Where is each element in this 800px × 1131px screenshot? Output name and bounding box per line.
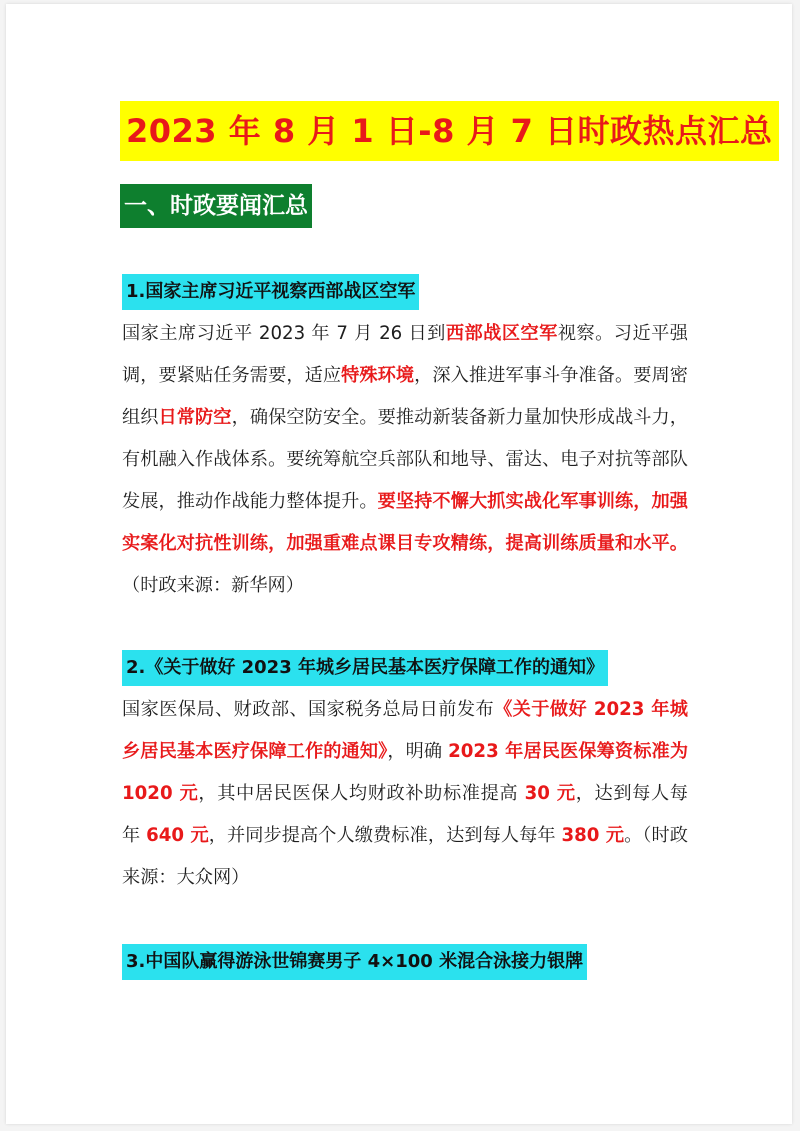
emphasis-text: 特殊环境: [341, 365, 415, 386]
body-text: ，并同步提高个人缴费标准，达到每人每年: [208, 825, 562, 846]
item-heading-1: 1.国家主席习近平视察西部战区空军: [122, 274, 419, 310]
page-title: 2023 年 8 月 1 日-8 月 7 日时政热点汇总: [120, 101, 779, 161]
item-heading-2: 2.《关于做好 2023 年城乡居民基本医疗保障工作的通知》: [122, 650, 608, 686]
title-block: [120, 101, 779, 161]
body-text: ，深入推进军事斗争准备。要周密组织: [122, 365, 688, 428]
emphasis-text: 30 元: [524, 783, 576, 804]
emphasis-text: 西部战区空军: [445, 323, 558, 344]
body-text: 视察。习近平强调，要紧贴任务需要，适应: [122, 323, 688, 386]
document-page: [6, 4, 792, 1124]
body-text: 。（时政来源：大众网）: [122, 825, 688, 888]
emphasis-text: 380 元: [561, 825, 625, 846]
body-text: （时政来源：新华网）: [122, 575, 304, 596]
section-header-block: [120, 184, 312, 228]
item-paragraph-1: [122, 313, 688, 607]
emphasis-text: 640 元: [146, 825, 209, 846]
item-heading-3: 3.中国队赢得游泳世锦赛男子 4×100 米混合泳接力银牌: [122, 944, 587, 980]
emphasis-text: 要坚持不懈大抓实战化军事训练，加强实案化对抗性训练，加强重难点课目专攻精练，提高训练质量和水平。: [122, 491, 688, 554]
section-title: 一、时政要闻汇总: [120, 184, 312, 228]
body-text: ，其中居民医保人均财政补助标准提高: [198, 783, 525, 804]
body-text: ，明确: [387, 741, 449, 762]
emphasis-text: 2023 年居民医保筹资标准为 1020 元: [122, 741, 689, 804]
body-text: 国家主席习近平 2023 年 7 月 26 日到: [122, 323, 446, 344]
body-text: ，确保空防安全。要推动新装备新力量加快形成战斗力，有机融入作战体系。要统筹航空兵部队和地导、雷达、电子对抗等部队发展，推动作战能力整体提升。: [122, 407, 688, 512]
body-text: ，达到每人每年: [122, 783, 688, 846]
item-paragraph-2: [122, 689, 688, 899]
emphasis-text: 《关于做好 2023 年城乡居民基本医疗保障工作的通知》: [122, 699, 688, 762]
body-text: 国家医保局、财政部、国家税务总局日前发布: [122, 699, 495, 720]
emphasis-text: 日常防空: [158, 407, 232, 428]
